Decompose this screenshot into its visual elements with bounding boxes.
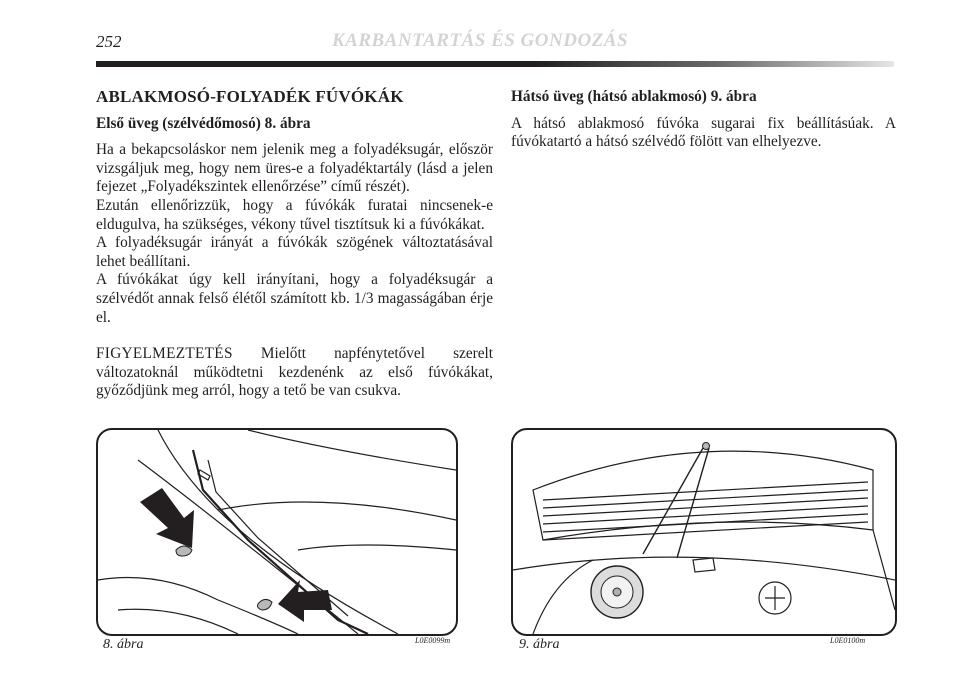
paragraph: A fúvókákat úgy kell irányítani, hogy a folyadéksugár a szélvédőt annak felső élétől számított kb. 1/3 magasságában érje el.: [96, 271, 493, 326]
figure-9-rear-washer-illustration: [511, 428, 897, 636]
figure-8-caption: 8. ábra: [103, 637, 144, 652]
front-washer-drawing: [98, 430, 456, 634]
paragraph: A folyadéksugár irányát a fúvókák szögének változtatásával lehet beállítani.: [96, 234, 493, 270]
header-rule: [96, 61, 894, 67]
rear-subtitle: Hátsó üveg (hátsó ablakmosó) 9. ábra: [511, 88, 757, 105]
section-title: ABLAKMOSÓ-FOLYADÉK FÚVÓKÁK: [96, 87, 404, 106]
paragraph: A hátsó ablakmosó fúvóka sugarai fix beállításúak. A fúvókatartó a hátsó szélvédő fölött van elhelyezve.: [511, 114, 896, 151]
figure-8-code: L0E0099m: [415, 636, 451, 645]
paragraph: Ezután ellenőrizzük, hogy a fúvókák furatai nincsenek-e eldugulva, ha szükséges, vékony tűvel tisztítsuk ki a fúvókákat.: [96, 196, 493, 233]
figure-8-front-washer-illustration: [96, 428, 458, 636]
front-subtitle: Első üveg (szélvédőmosó) 8. ábra: [96, 114, 311, 132]
nozzle-icon: [258, 599, 273, 610]
arrow-icon: [278, 580, 332, 622]
paragraph: Ha a bekapcsoláskor nem jelenik meg a folyadéksugár, először vizsgáljuk meg, hogy nem üres-e a folyadéktartály (lásd a jelen fejezet „Folyadékszintek ellenőrzése” című részét).: [96, 141, 493, 196]
rear-washer-drawing: [513, 430, 895, 634]
right-column: [511, 88, 896, 152]
nozzle-icon: [703, 443, 710, 450]
figure-9-code: L0E0100m: [830, 636, 866, 645]
nozzle-icon: [176, 546, 192, 556]
running-title: KARBANTARTÁS ÉS GONDOZÁS: [331, 30, 629, 51]
warning-label: FIGYELMEZTETÉS: [96, 345, 233, 363]
page-number: 252: [96, 32, 122, 51]
warning-paragraph: [96, 345, 493, 401]
warning-text: Mielőtt napfénytetővel szerelt változatoknál működtetni kezdenénk az első fúvókákat, győződjünk meg arról, hogy a tető be van csukva.: [96, 345, 494, 400]
figure-9-caption: 9. ábra: [519, 637, 560, 652]
left-column: [96, 88, 493, 401]
